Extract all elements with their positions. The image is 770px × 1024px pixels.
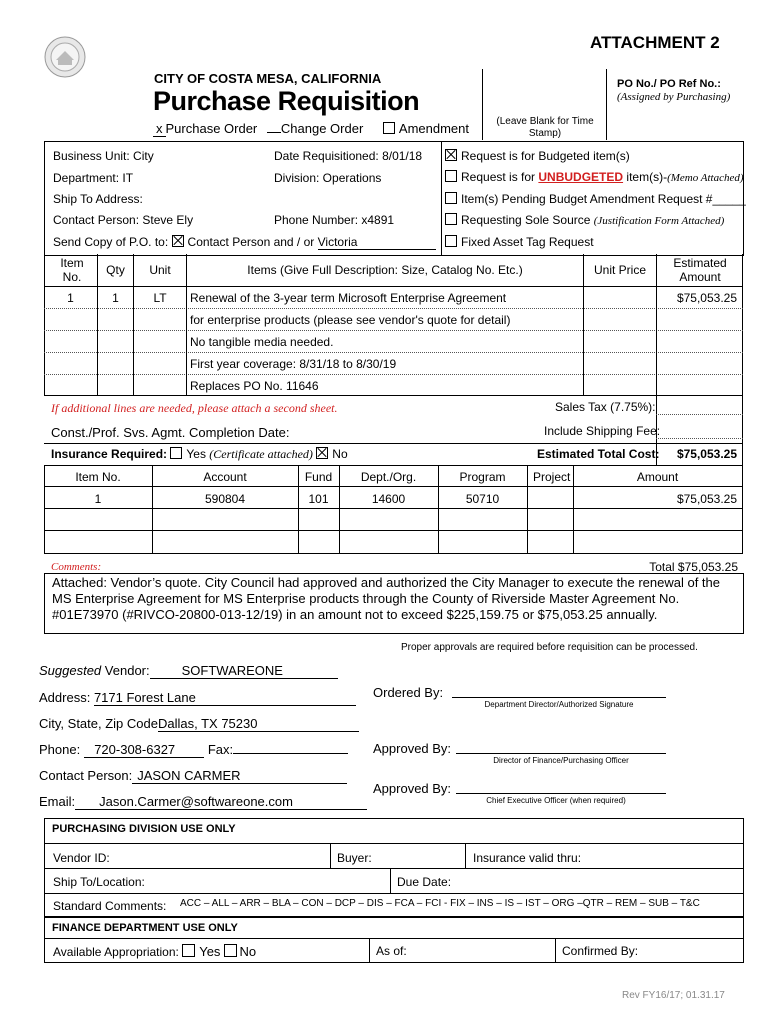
request-pending [445, 192, 746, 206]
contact-value[interactable]: JASON CARMER [132, 768, 347, 784]
ordered-by-line[interactable] [452, 697, 666, 698]
certificate-note: (Certificate attached) [209, 447, 313, 461]
as-of-label: As of: [376, 944, 407, 958]
phone-value[interactable]: 720-308-6327 [84, 742, 204, 758]
date-requisitioned: Date Requisitioned: 8/01/18 [274, 149, 423, 163]
estimated-total-value: $75,053.25 [676, 447, 737, 461]
insurance-label: Insurance Required: [51, 447, 168, 461]
acct-col-dept: Dept./Org. [360, 470, 417, 484]
revision-note: Rev FY16/17; 01.31.17 [622, 990, 725, 1001]
stamp-note: (Leave Blank for Time Stamp) [496, 116, 594, 139]
po-ref-label: PO No./ PO Ref No.: [617, 78, 721, 90]
col-unit-price: Unit Price [593, 263, 646, 277]
appropriation-yes-label: Yes [199, 944, 221, 959]
phone-number: Phone Number: x4891 [274, 213, 395, 227]
csz-label: City, State, Zip Code [39, 716, 158, 731]
sales-tax-label: Sales Tax (7.75%): [555, 400, 656, 414]
acct-col-fund: Fund [304, 470, 333, 484]
amendment-label: Amendment [398, 121, 469, 136]
email-value[interactable]: Jason.Carmer@softwareone.com [75, 794, 367, 810]
send-copy-checkbox[interactable] [172, 235, 184, 247]
row1-unit: LT [153, 291, 167, 305]
send-copy-text: Contact Person and / or [187, 235, 315, 249]
desc-line-5: Replaces PO No. 11646 [190, 379, 319, 393]
pending-checkbox[interactable] [445, 192, 457, 204]
appropriation-no-label: No [239, 944, 257, 959]
vendor-name[interactable]: SOFTWAREONE [150, 663, 338, 679]
insurance-row [51, 447, 348, 462]
contact-person: Contact Person: Steve Ely [53, 213, 194, 227]
std-comments-label: Standard Comments: [53, 899, 167, 913]
ship-to-address: Ship To Address: [53, 192, 143, 206]
phone-label: Phone: [39, 742, 81, 757]
memo-note: (Memo Attached) [667, 172, 744, 184]
comments-label: Comments: [51, 561, 102, 573]
approved-by-2-line[interactable] [456, 793, 666, 794]
change-order-label: Change Order [280, 121, 364, 136]
available-label: Available Appropriation: [53, 945, 179, 959]
acct-col-amount: Amount [636, 470, 679, 484]
fixed-asset-label: Fixed Asset Tag Request [461, 235, 594, 249]
contact-label: Contact Person: [39, 768, 133, 783]
budgeted-label: Request is for Budgeted item(s) [461, 149, 630, 163]
purchase-order-label: Purchase Order [165, 121, 258, 136]
suggested-label: Suggested [39, 663, 102, 678]
unbudgeted-checkbox[interactable] [445, 170, 457, 182]
change-order-blank[interactable] [267, 132, 281, 133]
desc-line-4: First year coverage: 8/31/18 to 8/30/19 [190, 357, 397, 371]
insurance-valid-label: Insurance valid thru: [473, 851, 582, 865]
row1-qty: 1 [112, 291, 119, 305]
vendor-label: Vendor: [104, 663, 150, 678]
fax-value[interactable] [233, 753, 348, 754]
attachment-label: ATTACHMENT 2 [590, 33, 720, 52]
desc-line-2: for enterprise products (please see vendor's quote for detail) [190, 313, 511, 327]
insurance-yes-label: Yes [186, 447, 206, 461]
amendment-checkbox[interactable] [383, 122, 395, 134]
buyer-label: Buyer: [337, 851, 372, 865]
row1-item-no: 1 [67, 291, 74, 305]
phone-fax-row [39, 742, 348, 758]
fax-label: Fax: [207, 742, 234, 757]
fixed-asset-checkbox[interactable] [445, 235, 457, 247]
col-estimated-amount: Estimated Amount [673, 256, 727, 284]
city-seal [44, 36, 86, 78]
finance-director-caption: Director of Finance/Purchasing Officer [493, 756, 629, 765]
desc-line-3: No tangible media needed. [190, 335, 334, 349]
send-copy-label: Send Copy of P.O. to: [53, 235, 169, 249]
completion-date: Const./Prof. Svs. Agmt. Completion Date: [51, 425, 290, 440]
city-state-zip-row [39, 716, 359, 732]
contact-row [39, 768, 347, 784]
request-fixed-asset [445, 235, 594, 249]
col-unit: Unit [149, 263, 171, 277]
dept-director-caption: Department Director/Authorized Signature [484, 700, 634, 709]
acct-col-project: Project [533, 470, 571, 484]
acct-row1-item-no: 1 [94, 492, 102, 506]
approvals-note: Proper approvals are required before requisition can be processed. [401, 642, 698, 653]
acct-row1-dept: 14600 [371, 492, 406, 506]
address-label: Address: [39, 690, 91, 705]
appropriation-no-checkbox[interactable] [224, 944, 237, 957]
send-copy-row [53, 235, 436, 250]
send-copy-name[interactable]: Victoria [318, 235, 436, 250]
shipping-fee-label: Include Shipping Fee: [544, 424, 661, 438]
std-comments-codes: ACC – ALL – ARR – BLA – CON – DCP – DIS – FCA – FCI - FIX – INS – IS – IST – ORG –QTR – REM – SUB – T&C [180, 898, 700, 909]
confirmed-by-label: Confirmed By: [562, 944, 639, 958]
col-description: Items (Give Full Description: Size, Catalog No. Etc.) [247, 263, 523, 277]
insurance-yes-checkbox[interactable] [170, 447, 182, 459]
available-appropriation-row [53, 944, 256, 959]
ordered-by-label: Ordered By: [373, 685, 444, 700]
approved-by-1-label: Approved By: [373, 741, 452, 756]
sole-source-checkbox[interactable] [445, 213, 457, 225]
request-budgeted [445, 149, 630, 163]
acct-col-program: Program [459, 470, 506, 484]
comments-total: Total $75,053.25 [649, 560, 738, 574]
email-label: Email: [39, 794, 76, 809]
acct-col-item-no: Item No. [75, 470, 121, 484]
request-sole-source [445, 213, 724, 227]
page-title: Purchase Requisition [153, 86, 420, 116]
po-type-marker[interactable]: x [153, 121, 166, 137]
approved-by-1-line[interactable] [456, 753, 666, 754]
unbudgeted-suffix: item(s)- [626, 170, 668, 184]
acct-col-account: Account [203, 470, 247, 484]
col-item-no: Item No. [60, 256, 84, 284]
department: Department: IT [53, 171, 134, 185]
col-qty: Qty [106, 263, 125, 277]
sole-source-label: Requesting Sole Source [461, 213, 591, 227]
division: Division: Operations [274, 171, 382, 185]
appropriation-yes-checkbox[interactable] [182, 944, 195, 957]
estimated-total-label: Estimated Total Cost: [537, 447, 660, 461]
pending-label: Item(s) Pending Budget Amendment Request #_____ [461, 192, 746, 206]
insurance-no-checkbox[interactable] [316, 447, 328, 459]
city-name: CITY OF COSTA MESA, CALIFORNIA [154, 71, 382, 86]
address-value[interactable]: 7171 Forest Lane [94, 690, 356, 706]
due-date-label: Due Date: [397, 875, 452, 889]
vendor-id-label: Vendor ID: [53, 851, 110, 865]
suggested-vendor-row [39, 663, 338, 679]
insurance-no-label: No [332, 447, 348, 461]
unbudgeted-prefix: Request is for [461, 170, 536, 184]
ship-to-location-label: Ship To/Location: [53, 875, 145, 889]
business-unit: Business Unit: City [53, 149, 154, 163]
acct-row1-account: 590804 [204, 492, 246, 506]
finance-title: FINANCE DEPARTMENT USE ONLY [52, 922, 238, 934]
row1-amount: $75,053.25 [676, 291, 737, 305]
email-row [39, 794, 367, 810]
budgeted-checkbox[interactable] [445, 149, 457, 161]
ceo-caption: Chief Executive Officer (when required) [486, 796, 626, 805]
po-ref-note: (Assigned by Purchasing) [617, 91, 731, 103]
unbudgeted-word: UNBUDGETED [538, 170, 624, 184]
acct-row1-fund: 101 [308, 492, 329, 506]
justification-note: (Justification Form Attached) [593, 215, 725, 227]
acct-row1-program: 50710 [465, 492, 500, 506]
po-type-row [153, 121, 469, 137]
additional-lines-note: If additional lines are needed, please attach a second sheet. [51, 401, 338, 415]
comments-text: Attached: Vendor’s quote. City Council had approved and authorized the City Manager to execute the renewal of the MS Enterprise Agreement for MS Enterprise products through the County of Riverside Master Agreement No. #01E73970 (#RIVCO-20800-013-12/19) in an amount not to exceed $225,159.75 or $75,053.25 annually. [52, 575, 721, 622]
address-row [39, 690, 356, 706]
approved-by-2-label: Approved By: [373, 781, 452, 796]
acct-row1-amount: $75,053.25 [676, 492, 737, 506]
purchasing-title: PURCHASING DIVISION USE ONLY [52, 823, 236, 835]
row1-description: Renewal of the 3-year term Microsoft Enterprise Agreement [190, 291, 507, 305]
csz-value[interactable]: Dallas, TX 75230 [158, 716, 359, 732]
request-unbudgeted [445, 170, 744, 184]
